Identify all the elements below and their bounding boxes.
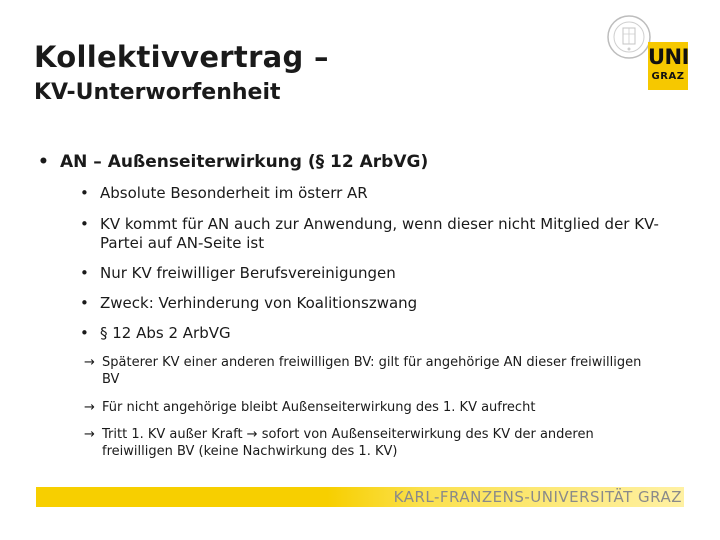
bullet-marker: •	[80, 264, 89, 282]
arrow-right-icon: →	[84, 400, 95, 415]
sub-bullet-text: Zweck: Verhinderung von Koalitionszwang	[100, 294, 418, 312]
sub-bullet-text: § 12 Abs 2 ArbVG	[100, 324, 231, 342]
slide-subtitle: KV-Unterworfenheit	[34, 80, 281, 105]
university-seal-icon	[606, 14, 652, 60]
bullet-marker: •	[80, 215, 89, 233]
logo-graz-text: GRAZ	[651, 71, 685, 82]
arrow-right-icon: →	[84, 427, 95, 442]
sub-bullet-text: Absolute Besonderheit im österr AR	[100, 184, 368, 202]
arrow-point-text: Späterer KV einer anderen freiwilligen BV: gilt für angehörige AN dieser freiwilligen BV	[102, 355, 642, 387]
bullet-marker: •	[80, 324, 89, 342]
logo-uni-text: UNI	[648, 45, 689, 69]
arrow-point-text: Für nicht angehörige bleibt Außenseiterwirkung des 1. KV aufrecht	[102, 400, 536, 415]
slide-title: Kollektivvertrag –	[34, 40, 329, 74]
sub-bullet-text: Nur KV freiwilliger Berufsvereinigungen	[100, 264, 396, 282]
main-bullet	[38, 152, 428, 172]
main-bullet-text: AN – Außenseiterwirkung (§ 12 ArbVG)	[60, 152, 429, 172]
arrow-right-icon: →	[84, 355, 95, 370]
bullet-marker: •	[80, 184, 89, 202]
bullet-marker: •	[38, 152, 49, 172]
footer-university-name: KARL-FRANZENS-UNIVERSITÄT GRAZ	[393, 488, 682, 506]
arrow-point-text: Tritt 1. KV außer Kraft → sofort von Außenseiterwirkung des KV der anderen freiwilligen BV (keine Nachwirkung des 1. KV)	[102, 427, 594, 459]
sub-bullet-text: KV kommt für AN auch zur Anwendung, wenn dieser nicht Mitglied der KV-Partei auf AN-Seite ist	[100, 215, 659, 252]
bullet-marker: •	[80, 294, 89, 312]
